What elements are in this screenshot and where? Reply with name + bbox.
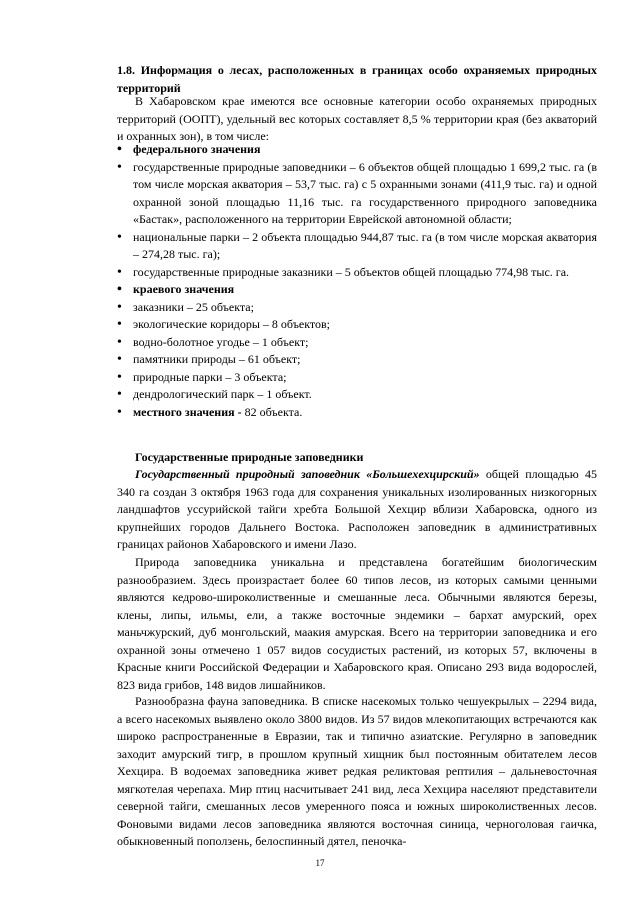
- section-heading: 1.8. Информация о лесах, расположенных в границах особо охраняемых природных территорий: [117, 63, 597, 95]
- paragraph-fauna: Разнообразна фауна заповедника. В списке насекомых только чешуекрылых – 2294 вида, а всего насекомых выявлено около 3800 видов. Из 57 видов млекопитающих встречаются как широко распространенные в Евразии, так и типично азиатские. Регулярно в заповедник заходит амурский тигр, в прошлом крупный хищник был постоянным обитателем лесов Хехцира. В водоемах заповедника живет редкая реликтовая рептилия – дальневосточная мягкотелая черепаха. Мир птиц насчитывает 241 вид, леса Хехцира населяют представители северной тайги, смешанных лесов умеренного пояса и южных широколиственных лесов. Фоновыми видами лесов заповедника являются восточная синица, черноголовая гаичка, обыкновенный поползень, белоспинный дятел, пеночка-: [117, 694, 597, 848]
- list-item: • природные парки – 3 объекта;: [117, 369, 597, 387]
- list-item: • дендрологический парк – 1 объект.: [117, 386, 597, 404]
- list-item-local: [117, 404, 597, 422]
- reserve-title: Государственный природный заповедник «Большехехцирский»: [135, 467, 480, 481]
- list-item: • экологические коридоры – 8 объектов;: [117, 316, 597, 334]
- list-item-regional-title: • краевого значения: [117, 281, 597, 299]
- list-item: • национальные парки – 2 объекта площадью 944,87 тыс. га (в том числе морская акватория – 274,28 тыс. га);: [117, 229, 597, 264]
- local-title: местного значения -: [133, 404, 242, 419]
- list-item-federal-title: • федерального значения: [117, 141, 597, 159]
- local-value: 82 объекта.: [241, 404, 303, 419]
- list-item: • памятники природы – 61 объект;: [117, 351, 597, 369]
- paragraph-bolshekhekhtsir: [117, 466, 597, 554]
- intro-paragraph: В Хабаровском крае имеются все основные категории особо охраняемых природных территорий (ООПТ), удельный вес которых составляет 8,5 % территории края (без акваторий и охранных зон), в том числе:: [117, 94, 597, 143]
- oopt-category-list: [117, 141, 597, 421]
- list-item: • водно-болотное угодье – 1 объект;: [117, 334, 597, 352]
- paragraph-flora: Природа заповедника уникальна и представлена богатейшим биологическим разнообразием. Здесь произрастает более 60 типов лесов, из которых самыми ценными являются кедрово-широколиственные и смешанные леса. Обычными являются березы, клены, липы, ильмы, ели, а также восточные эндемики – бархат амурский, орех маньчжурский, дуб монгольский, маакия амурская. Всего на территории заповедника и его охранной зоны отмечено 1 057 видов сосудистых растений, из которых 57, включены в Красные книги Российской Федерации и Хабаровского края. Описано 293 вида водорослей, 823 вида грибов, 148 видов лишайников.: [117, 555, 597, 692]
- list-item: • заказники – 25 объекта;: [117, 299, 597, 317]
- reserve-description: общей площадью 45 340 га создан 3 октября 1963 года для сохранения уникальных изолированных низкогорных ландшафтов уссурийской тайги хребта Большой Хехцир вблизи Хабаровска, одного из крупнейших городов Дальнего Востока. Расположен заповедник в административных границах районов Хабаровского и имени Лазо.: [117, 467, 597, 551]
- list-item: • государственные природные заповедники – 6 объектов общей площадью 1 699,2 тыс. га (в том числе морская акватория – 53,7 тыс. га) с 5 охранными зонами (411,9 тыс. га) и одной охранной зоной площадью 11,16 тыс. га государственного природного заповедника «Бастак», расположенного на территории Еврейской автономной области;: [117, 159, 597, 229]
- page-number: 17: [315, 858, 325, 868]
- subheading: Государственные природные заповедники: [135, 450, 364, 464]
- list-item: • государственные природные заказники – 5 объектов общей площадью 774,98 тыс. га.: [117, 264, 597, 282]
